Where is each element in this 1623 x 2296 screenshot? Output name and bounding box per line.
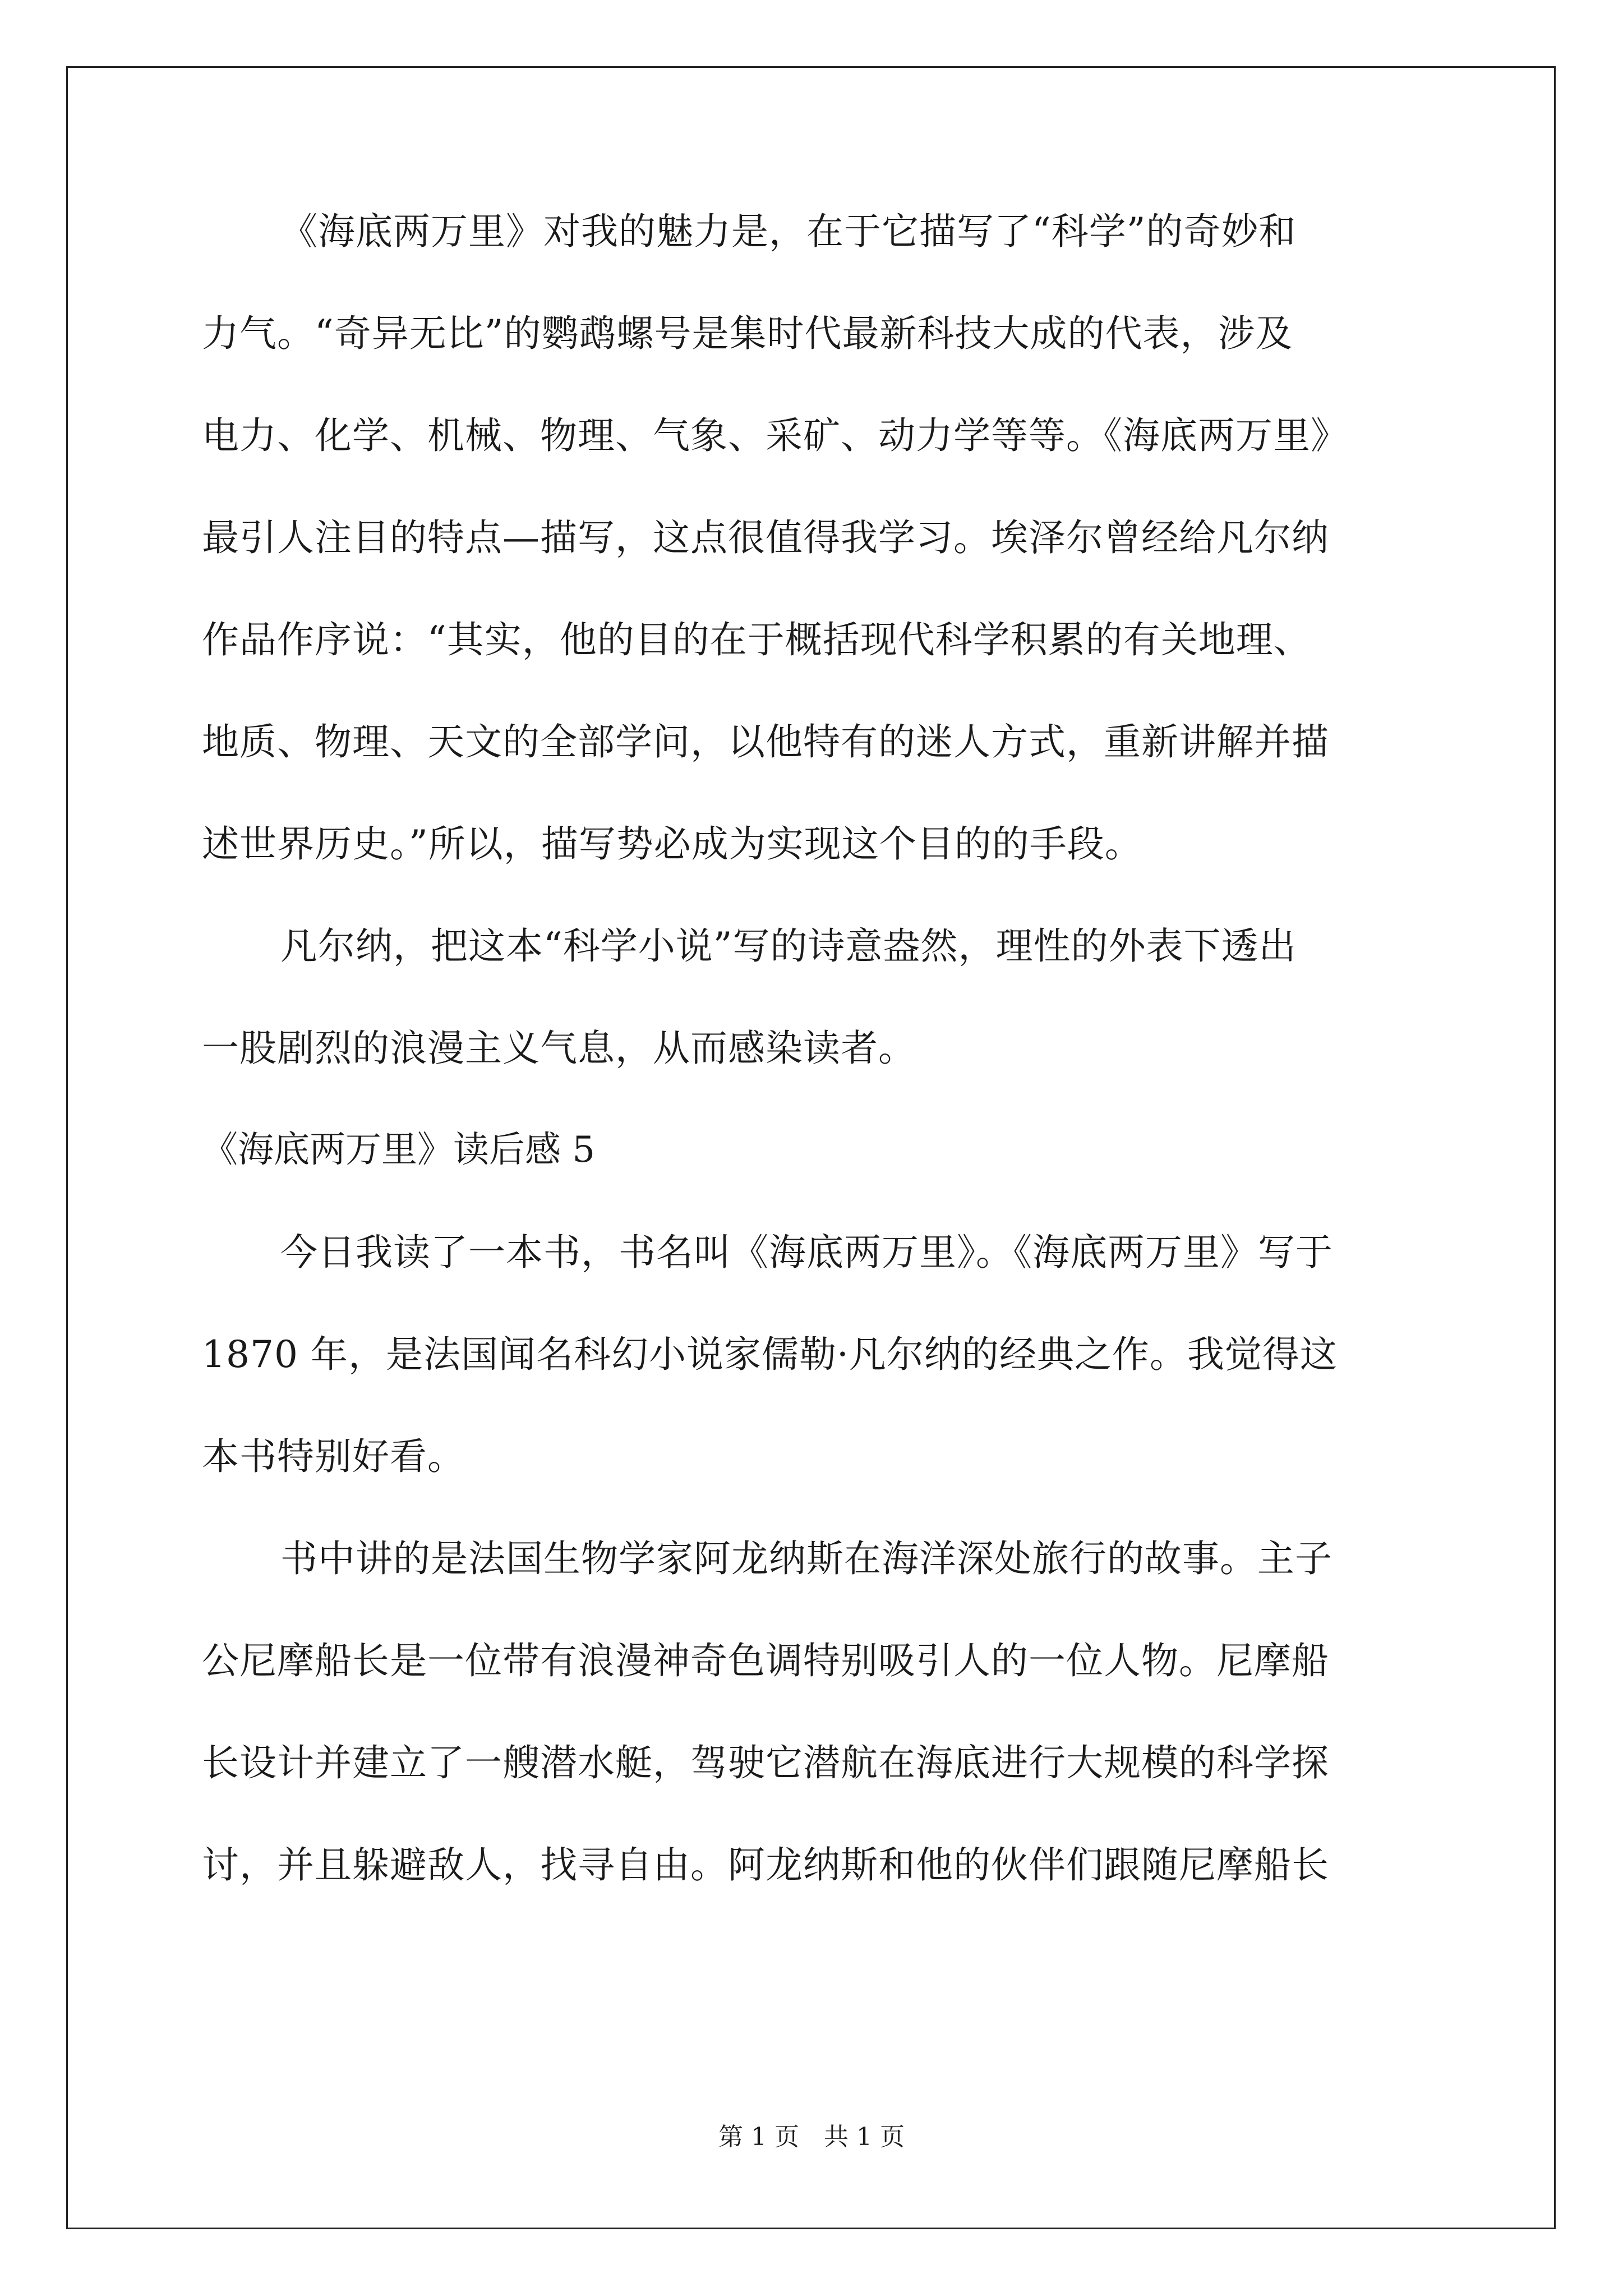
paragraph-line: 一股剧烈的浪漫主义气息，从而感染读者。: [202, 1027, 916, 1070]
paragraph-line: 书中讲的是法国生物学家阿龙纳斯在海洋深处旅行的故事。主子: [280, 1537, 1332, 1580]
page-number-footer: 第 1 页 共 1 页: [718, 2123, 905, 2151]
paragraph-line: 本书特别好看。: [202, 1435, 465, 1478]
paragraph-line: 地质、物理、天文的全部学问，以他特有的迷人方式，重新讲解并描: [202, 720, 1329, 763]
paragraph-line: 1870 年，是法国闻名科幻小说家儒勒·凡尔纳的经典之作。我觉得这: [202, 1333, 1338, 1376]
paragraph-line: 作品作序说：“其实，他的目的在于概括现代科学积累的有关地理、: [202, 618, 1311, 661]
section-heading: 《海底两万里》读后感 5: [202, 1129, 596, 1171]
paragraph-line: 电力、化学、机械、物理、气象、采矿、动力学等等。《海底两万里》: [202, 414, 1348, 457]
paragraph-line: 最引人注目的特点—描写，这点很值得我学习。埃泽尔曾经给凡尔纳: [202, 516, 1329, 559]
paragraph-line: 凡尔纳，把这本“科学小说”写的诗意盎然，理性的外表下透出: [280, 924, 1297, 968]
paragraph-line: 讨，并且躲避敌人，找寻自由。阿龙纳斯和他的伙伴们跟随尼摩船长: [202, 1843, 1329, 1887]
paragraph-line: 力气。“奇异无比”的鹦鹉螺号是集时代最新科技大成的代表，涉及: [202, 312, 1293, 355]
paragraph-line: 述世界历史。”所以，描写势必成为实现这个目的的手段。: [202, 822, 1142, 866]
paragraph-line: 长设计并建立了一艘潜水艇，驾驶它潜航在海底进行大规模的科学探: [202, 1741, 1329, 1784]
document-body: [202, 210, 1424, 1949]
paragraph-line: 今日我读了一本书，书名叫《海底两万里》。《海底两万里》写于: [280, 1231, 1333, 1274]
paragraph-line: 《海底两万里》对我的魅力是，在于它描写了“科学”的奇妙和: [280, 210, 1297, 253]
paragraph-line: 公尼摩船长是一位带有浪漫神奇色调特别吸引人的一位人物。尼摩船: [202, 1639, 1329, 1682]
